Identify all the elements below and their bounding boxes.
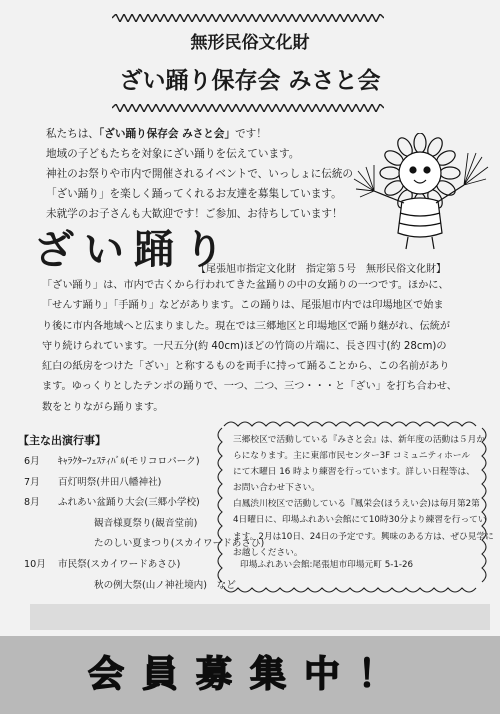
intro-paragraph (46, 124, 354, 224)
intro-line: 神社のお祭りや市内で開催されるイベントで、いっしょに伝統の (46, 168, 354, 180)
event-name: ふれあい盆踊り大会(三郷小学校) (58, 497, 200, 509)
event-month: 6月 (24, 456, 40, 467)
event-name: たのしい夏まつり(スカイワードあさひ) (94, 538, 265, 550)
intro-text: 私たちは、 (46, 128, 99, 140)
info-line: 三郷校区で活動している『みさと会』は、新年度の活動は５月か (233, 435, 485, 445)
torn-paper-strip (30, 604, 490, 630)
event-name: 観音様夏祭り(観音堂前) (94, 517, 198, 529)
description-line: 守り続けられています。一尺五分(約 40cm)ほどの竹筒の片端に、長さ四寸(約 28cm)の (42, 340, 447, 352)
info-line: 白鳳渋川校区で活動している『鳳栄会(ほうえい会)は毎月第2第 (233, 499, 480, 510)
group-name: 「ざい踊り保存会 みさと会」 (98, 128, 236, 140)
info-box-text (233, 432, 494, 561)
intro-text: です！ (235, 128, 267, 140)
sunflower-mascot-illustration (350, 133, 490, 253)
info-line: ます。2月は10日、24日の予定です。興味のある方は、ぜひ見学に (233, 531, 494, 542)
header-zigzag-divider (112, 104, 384, 112)
intro-line: 未就学のお子さんも大歓迎です！ご参加、お待ちしています！ (46, 208, 343, 220)
description-paragraph (42, 276, 474, 418)
info-line: にて木曜日 16 時より練習を行っています。詳しい日程等は、 (233, 467, 475, 478)
event-name: ｷｬﾗｸﾀｰﾌｪｽﾃｨﾊﾞﾙ(モリコロパーク) (58, 456, 200, 467)
info-line: お越しください。 (233, 547, 303, 558)
event-name: 市民祭(スカイワードあさひ) (58, 558, 181, 570)
info-line: 4日曜日に、印場ふれあい会館にて10時30分より練習を行ってい (233, 515, 487, 526)
event-name: 百灯明祭(井田八幡神社) (58, 476, 162, 488)
intro-line: 地域の子どもたちを対象にざい踊りを伝えています。 (46, 148, 300, 160)
description-line: 「ざい踊り」は、市内で古くから行われてきた盆踊りの中の女踊りの一つです。ほかに、 (42, 280, 449, 291)
header-title: ざい踊り保存会 みさと会 (119, 68, 381, 94)
description-line: り後に市内各地域へと広まりました。現在では三郷地区と印場地区で踊り継がれ、伝統が (42, 320, 451, 332)
event-month: 8月 (24, 497, 40, 509)
intro-line (46, 124, 346, 144)
intro-line: 「ざい踊り」を楽しく踊ってくれるお友達を募集しています。 (46, 188, 342, 200)
recruitment-banner-text: 会員募集中！ (87, 654, 412, 695)
event-month: 10月 (24, 558, 46, 570)
description-line: 「せんす踊り」「手踊り」などがあります。この踊りは、尾張旭市内では印場地区で始ま (42, 300, 444, 312)
header-subtitle: 無形民俗文化財 (190, 33, 310, 53)
event-name: 秋の例大祭(山ノ神社境内) など (94, 579, 236, 591)
description-line: 数をとりながら踊ります。 (42, 401, 164, 413)
info-line: らになります。主に東部市民センター3F コミュニティホール (233, 451, 471, 462)
description-line: 紅白の紙房をつけた「ざい」と称するものを両手に持って踊ることから、この名前があり (42, 361, 450, 373)
calligraphy-title: ざい踊り (34, 226, 234, 273)
info-line: お問い合わせ下さい。 (233, 483, 320, 494)
designation-subtitle: 【尾張旭市指定文化財 指定第５号 無形民俗文化財】 (196, 264, 446, 275)
events-heading: 【主な出演行事】 (18, 434, 106, 447)
event-month: 7月 (24, 476, 40, 488)
top-zigzag-border (112, 14, 384, 22)
venue-address: 印場ふれあい会館:尾張旭市印場元町 5-1-26 (240, 560, 414, 570)
description-line: ます。ゆっくりとしたテンポの踊りで、一つ、二つ、三つ・・・と「ざい」を打ち合わせ、 (42, 381, 457, 393)
